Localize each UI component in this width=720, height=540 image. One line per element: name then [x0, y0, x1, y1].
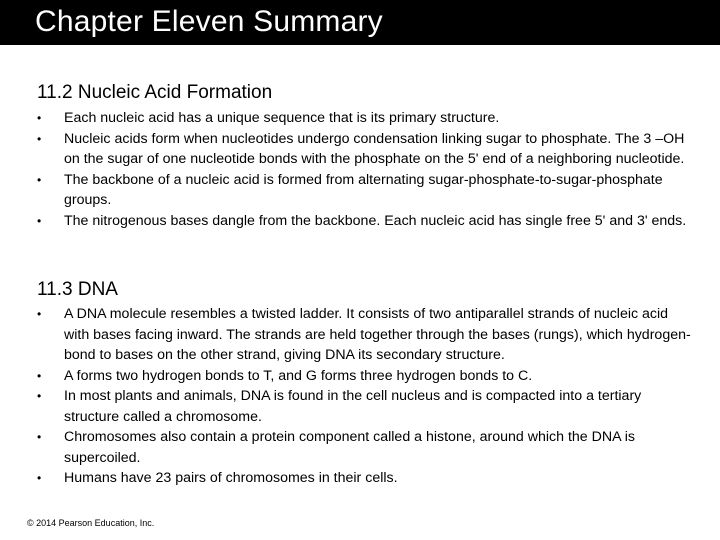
list-item — [37, 366, 697, 387]
list-item — [37, 108, 697, 129]
title-bar — [0, 0, 720, 45]
slide-title: Chapter Eleven Summary — [35, 5, 383, 38]
bullet-icon: • — [37, 471, 42, 485]
bullet-text: In most plants and animals, DNA is found in the cell nucleus and is compacted into a tertiary structure called a chromosome. — [64, 388, 642, 425]
list-item — [37, 211, 697, 232]
list-item — [37, 427, 697, 468]
bullet-text: A forms two hydrogen bonds to T, and G forms three hydrogen bonds to C. — [64, 367, 533, 384]
bullet-text: A DNA molecule resembles a twisted ladder. It consists of two antiparallel strands of nucleic acid with bases facing inward. The strands are held together through the bases (rungs), which hydrogen-bond to bases on the other strand, giving DNA its secondary structure. — [64, 306, 691, 363]
bullet-icon: • — [37, 430, 42, 444]
list-item — [37, 129, 697, 170]
bullet-icon: • — [37, 307, 42, 321]
bullet-icon: • — [37, 213, 42, 228]
bullet-icon: • — [37, 131, 42, 146]
bullet-text: Nucleic acids form when nucleotides undergo condensation linking sugar to phosphate. The 3 –OH on the sugar of one nucleotide bonds with the phosphate on the 5' end of a neighboring nucleotide. — [64, 130, 685, 167]
bullet-list-nucleic-acid — [37, 108, 697, 231]
copyright-footer: © 2014 Pearson Education, Inc. — [27, 518, 155, 528]
section-heading-dna: 11.3 DNA — [37, 279, 118, 300]
bullet-text: Each nucleic acid has a unique sequence that is its primary structure. — [64, 110, 500, 126]
section-heading-nucleic-acid: 11.2 Nucleic Acid Formation — [37, 82, 273, 103]
bullet-icon: • — [37, 172, 42, 187]
bullet-icon: • — [37, 111, 42, 125]
bullet-icon: • — [37, 368, 42, 383]
list-item — [37, 170, 697, 211]
bullet-text: The backbone of a nucleic acid is formed from alternating sugar-phosphate-to-sugar-phosphate groups. — [64, 171, 663, 208]
list-item — [37, 304, 697, 366]
list-item — [37, 468, 697, 489]
bullet-text: Chromosomes also contain a protein component called a histone, around which the DNA is supercoiled. — [64, 429, 635, 466]
bullet-list-dna — [37, 304, 697, 489]
bullet-icon: • — [37, 389, 42, 403]
list-item — [37, 386, 697, 427]
bullet-text: The nitrogenous bases dangle from the backbone. Each nucleic acid has single free 5' and 3' ends. — [64, 212, 687, 229]
bullet-text: Humans have 23 pairs of chromosomes in their cells. — [64, 470, 398, 486]
